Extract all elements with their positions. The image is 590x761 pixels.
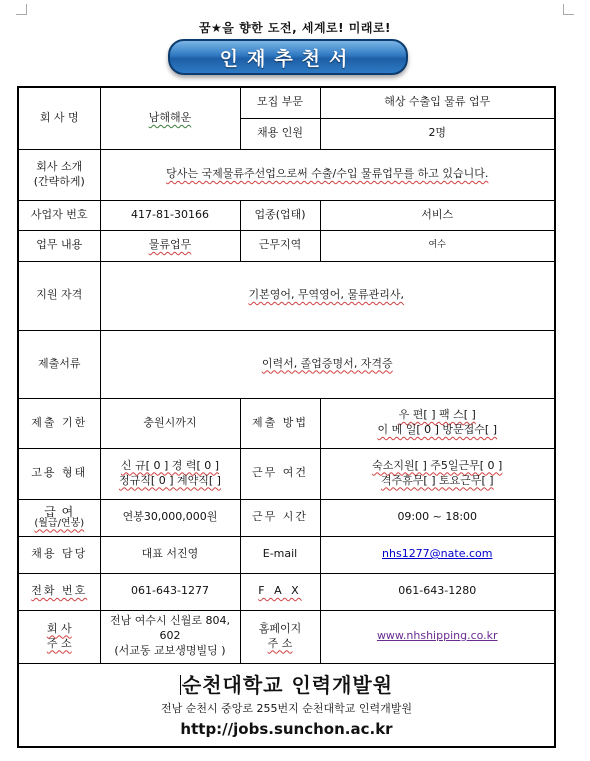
business-type-value: 서비스: [320, 200, 555, 230]
email-cell: [320, 536, 555, 573]
work-content-value: 물류업무: [148, 238, 192, 252]
qualification-text: [100, 261, 555, 330]
employment-type-line2: 정규직[ 0 ] 계약직[ ]: [119, 473, 221, 487]
documents-label: 제출서류: [18, 330, 100, 398]
document-title-banner: [168, 39, 408, 75]
footer-org-title: [21, 672, 552, 699]
email-label: E-mail: [240, 536, 320, 573]
homepage-cell: [320, 610, 555, 663]
dept-label: 모집 부문: [240, 87, 320, 118]
work-conditions-options: [320, 448, 555, 499]
email-link[interactable]: nhs1277@nate.com: [382, 547, 493, 561]
hiring-manager-value: 대표 서진영: [100, 536, 240, 573]
text-cursor: [180, 675, 181, 695]
company-address-line2: (서교동 교보생명빌딩 ): [114, 643, 226, 657]
business-type-label: 업종(업태): [240, 200, 320, 230]
page-corner-mark: [563, 4, 574, 15]
headcount-value: 2명: [320, 118, 555, 149]
submit-method-label: 제출 방법: [240, 398, 320, 448]
deadline-label: 제출 기한: [18, 398, 100, 448]
page-corner-mark: [16, 4, 27, 15]
work-location-label: 근무지역: [240, 230, 320, 261]
company-address-line1: 전남 여수시 신월로 804, 602: [110, 614, 230, 643]
company-address-label-line1: 회 사: [46, 621, 72, 635]
intro-text-value: 당사는 국제물류주선업으로써 수출/수입 물류업무를 하고 있습니다.: [166, 167, 489, 181]
homepage-label: [240, 610, 320, 663]
company-name-label: 회 사 명: [18, 87, 100, 149]
dept-value: 해상 수출입 물류 업무: [320, 87, 555, 118]
footer: [18, 663, 555, 747]
documents-text: [100, 330, 555, 398]
qualification-text-value: 기본영어, 무역영어, 물류관리사,: [248, 288, 405, 302]
homepage-link[interactable]: www.nhshipping.co.kr: [376, 629, 498, 643]
fax-value: 061-643-1280: [320, 573, 555, 610]
work-location-value: 여수: [320, 230, 555, 261]
work-hours-value: 09:00 ~ 18:00: [320, 499, 555, 536]
work-content-label: 업무 내용: [18, 230, 100, 261]
phone-label-text: 전화 번호: [31, 584, 88, 598]
company-address-label-line2: 주 소: [46, 636, 72, 650]
slogan: 꿈★을 향한 도전, 세계로! 미래로!: [198, 21, 392, 35]
footer-org: 순천대학교 인력개발원: [181, 673, 394, 698]
work-conditions-line1: 숙소지원[ ] 주5일근무[ 0 ]: [372, 458, 503, 472]
intro-label: [18, 149, 100, 200]
work-hours-label: 근무 시간: [240, 499, 320, 536]
work-conditions-line2: 격주휴무[ ] 토요근무[ ]: [380, 473, 494, 487]
qualification-label: 지원 자격: [18, 261, 100, 330]
document-title: 인재추천서: [219, 47, 357, 70]
intro-label-line1: 회사 소개: [36, 159, 83, 173]
documents-text-value: 이력서, 졸업증명서, 자격증: [261, 356, 393, 370]
salary-label-line2: (월급/연봉): [34, 517, 85, 529]
salary-label-line1: 급 여: [44, 504, 75, 519]
employment-type-options: [100, 448, 240, 499]
submit-method-line2: 이 메 일[ 0 ] 방문접수[ ]: [377, 423, 498, 436]
intro-text: [100, 149, 555, 200]
deadline-value: 충원시까지: [100, 398, 240, 448]
phone-label: [18, 573, 100, 610]
company-address-label: [18, 610, 100, 663]
company-name: [100, 87, 240, 149]
phone-value: 061-643-1277: [100, 573, 240, 610]
employment-type-line1: 신 규[ 0 ] 경 력[ 0 ]: [120, 458, 220, 472]
business-reg-value: 417-81-30166: [100, 200, 240, 230]
homepage-label-line1: 홈페이지: [258, 621, 302, 635]
work-conditions-label: 근무 여건: [240, 448, 320, 499]
submit-method-line1: 우 편[ ] 팩 스[ ]: [398, 408, 476, 422]
footer-url[interactable]: http://jobs.sunchon.ac.kr: [180, 720, 393, 739]
submit-method-options: [320, 398, 555, 448]
company-name-value: 남해해운: [148, 110, 192, 124]
employment-type-label: 고용 형태: [18, 448, 100, 499]
salary-label: [18, 499, 100, 536]
fax-label-text: F A X: [258, 584, 302, 598]
recommendation-form: [17, 86, 556, 748]
headcount-label: 채용 인원: [240, 118, 320, 149]
salary-value: 연봉30,000,000원: [100, 499, 240, 536]
intro-label-line2: (간략하게): [33, 174, 85, 188]
company-address: [100, 610, 240, 663]
footer-address: 전남 순천시 중앙로 255번지 순천대학교 인력개발원: [161, 702, 412, 716]
work-content: [100, 230, 240, 261]
business-reg-label: 사업자 번호: [18, 200, 100, 230]
fax-label: [240, 573, 320, 610]
hiring-manager-label: 채용 담당: [18, 536, 100, 573]
homepage-label-line2: 주 소: [267, 636, 293, 650]
